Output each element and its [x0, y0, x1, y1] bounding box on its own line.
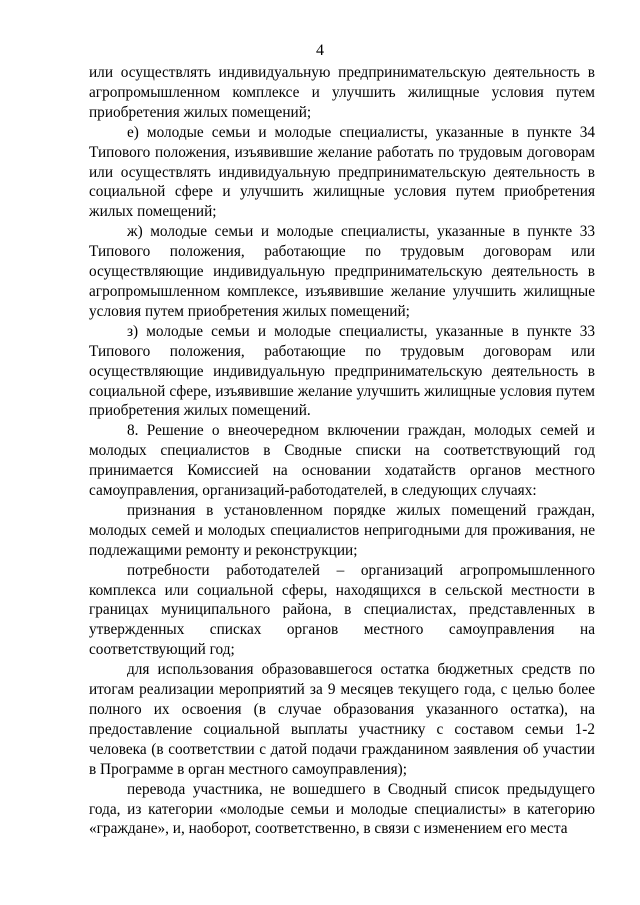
document-body — [89, 63, 595, 839]
paragraph: 8. Решение о внеочередном включении граждан, молодых семей и молодых специалистов в Сводные списки на соответствующий год принимается Комиссией на основании ходатайств органов местного самоуправления, организаций-работодателей, в следующих случаях: — [89, 422, 595, 500]
paragraph: для использования образовавшегося остатка бюджетных средств по итогам реализации мероприятий за 9 месяцев текущего года, с целью более полного их освоения (в случае образования указанного остатка), на предоставление социальной выплаты участнику с составом семьи 1-2 человека (в соответствии с датой подачи гражданином заявления об участии в Программе в орган местного самоуправления); — [89, 661, 595, 778]
paragraph: перевода участника, не вошедшего в Сводный список предыдущего года, из категории «молодые семьи и молодые специалисты» в категорию «граждане», и, наоборот, соответственно, в связи с изменением его места — [89, 780, 595, 838]
paragraph: потребности работодателей – организаций агропромышленного комплекса или социальной сферы, находящихся в сельской местности в границах муниципального района, в специалистах, представленных в утвержденных списках органов местного самоуправления на соответствующий год; — [89, 561, 595, 659]
paragraph: или осуществлять индивидуальную предпринимательскую деятельность в агропромышленном комплексе и улучшить жилищные условия путем приобретения жилых помещений; — [89, 64, 595, 121]
paragraph: признания в установленном порядке жилых помещений граждан, молодых семей и молодых специалистов непригодными для проживания, не подлежащими ремонту и реконструкции; — [89, 501, 595, 559]
paragraph: з) молодые семьи и молодые специалисты, указанные в пункте 33 Типового положения, работающие по трудовым договорам или осуществляющие индивидуальную предпринимательскую деятельность в социальной сфере, изъявившие желание улучшить жилищные условия путем приобретения жилых помещений. — [89, 322, 595, 420]
page-number: 4 — [316, 42, 324, 59]
paragraph: ж) молодые семьи и молодые специалисты, указанные в пункте 33 Типового положения, работающие по трудовым договорам или осуществляющие индивидуальную предпринимательскую деятельность в агропромышленном комплексе, изъявившие желание улучшить жилищные условия путем приобретения жилых помещений; — [89, 223, 595, 320]
paragraph: е) молодые семьи и молодые специалисты, указанные в пункте 34 Типового положения, изъявившие желание работать по трудовым договорам или осуществлять индивидуальную предпринимательскую деятельность в социальной сфере и улучшить жилищные условия путем приобретения жилых помещений; — [89, 123, 595, 221]
